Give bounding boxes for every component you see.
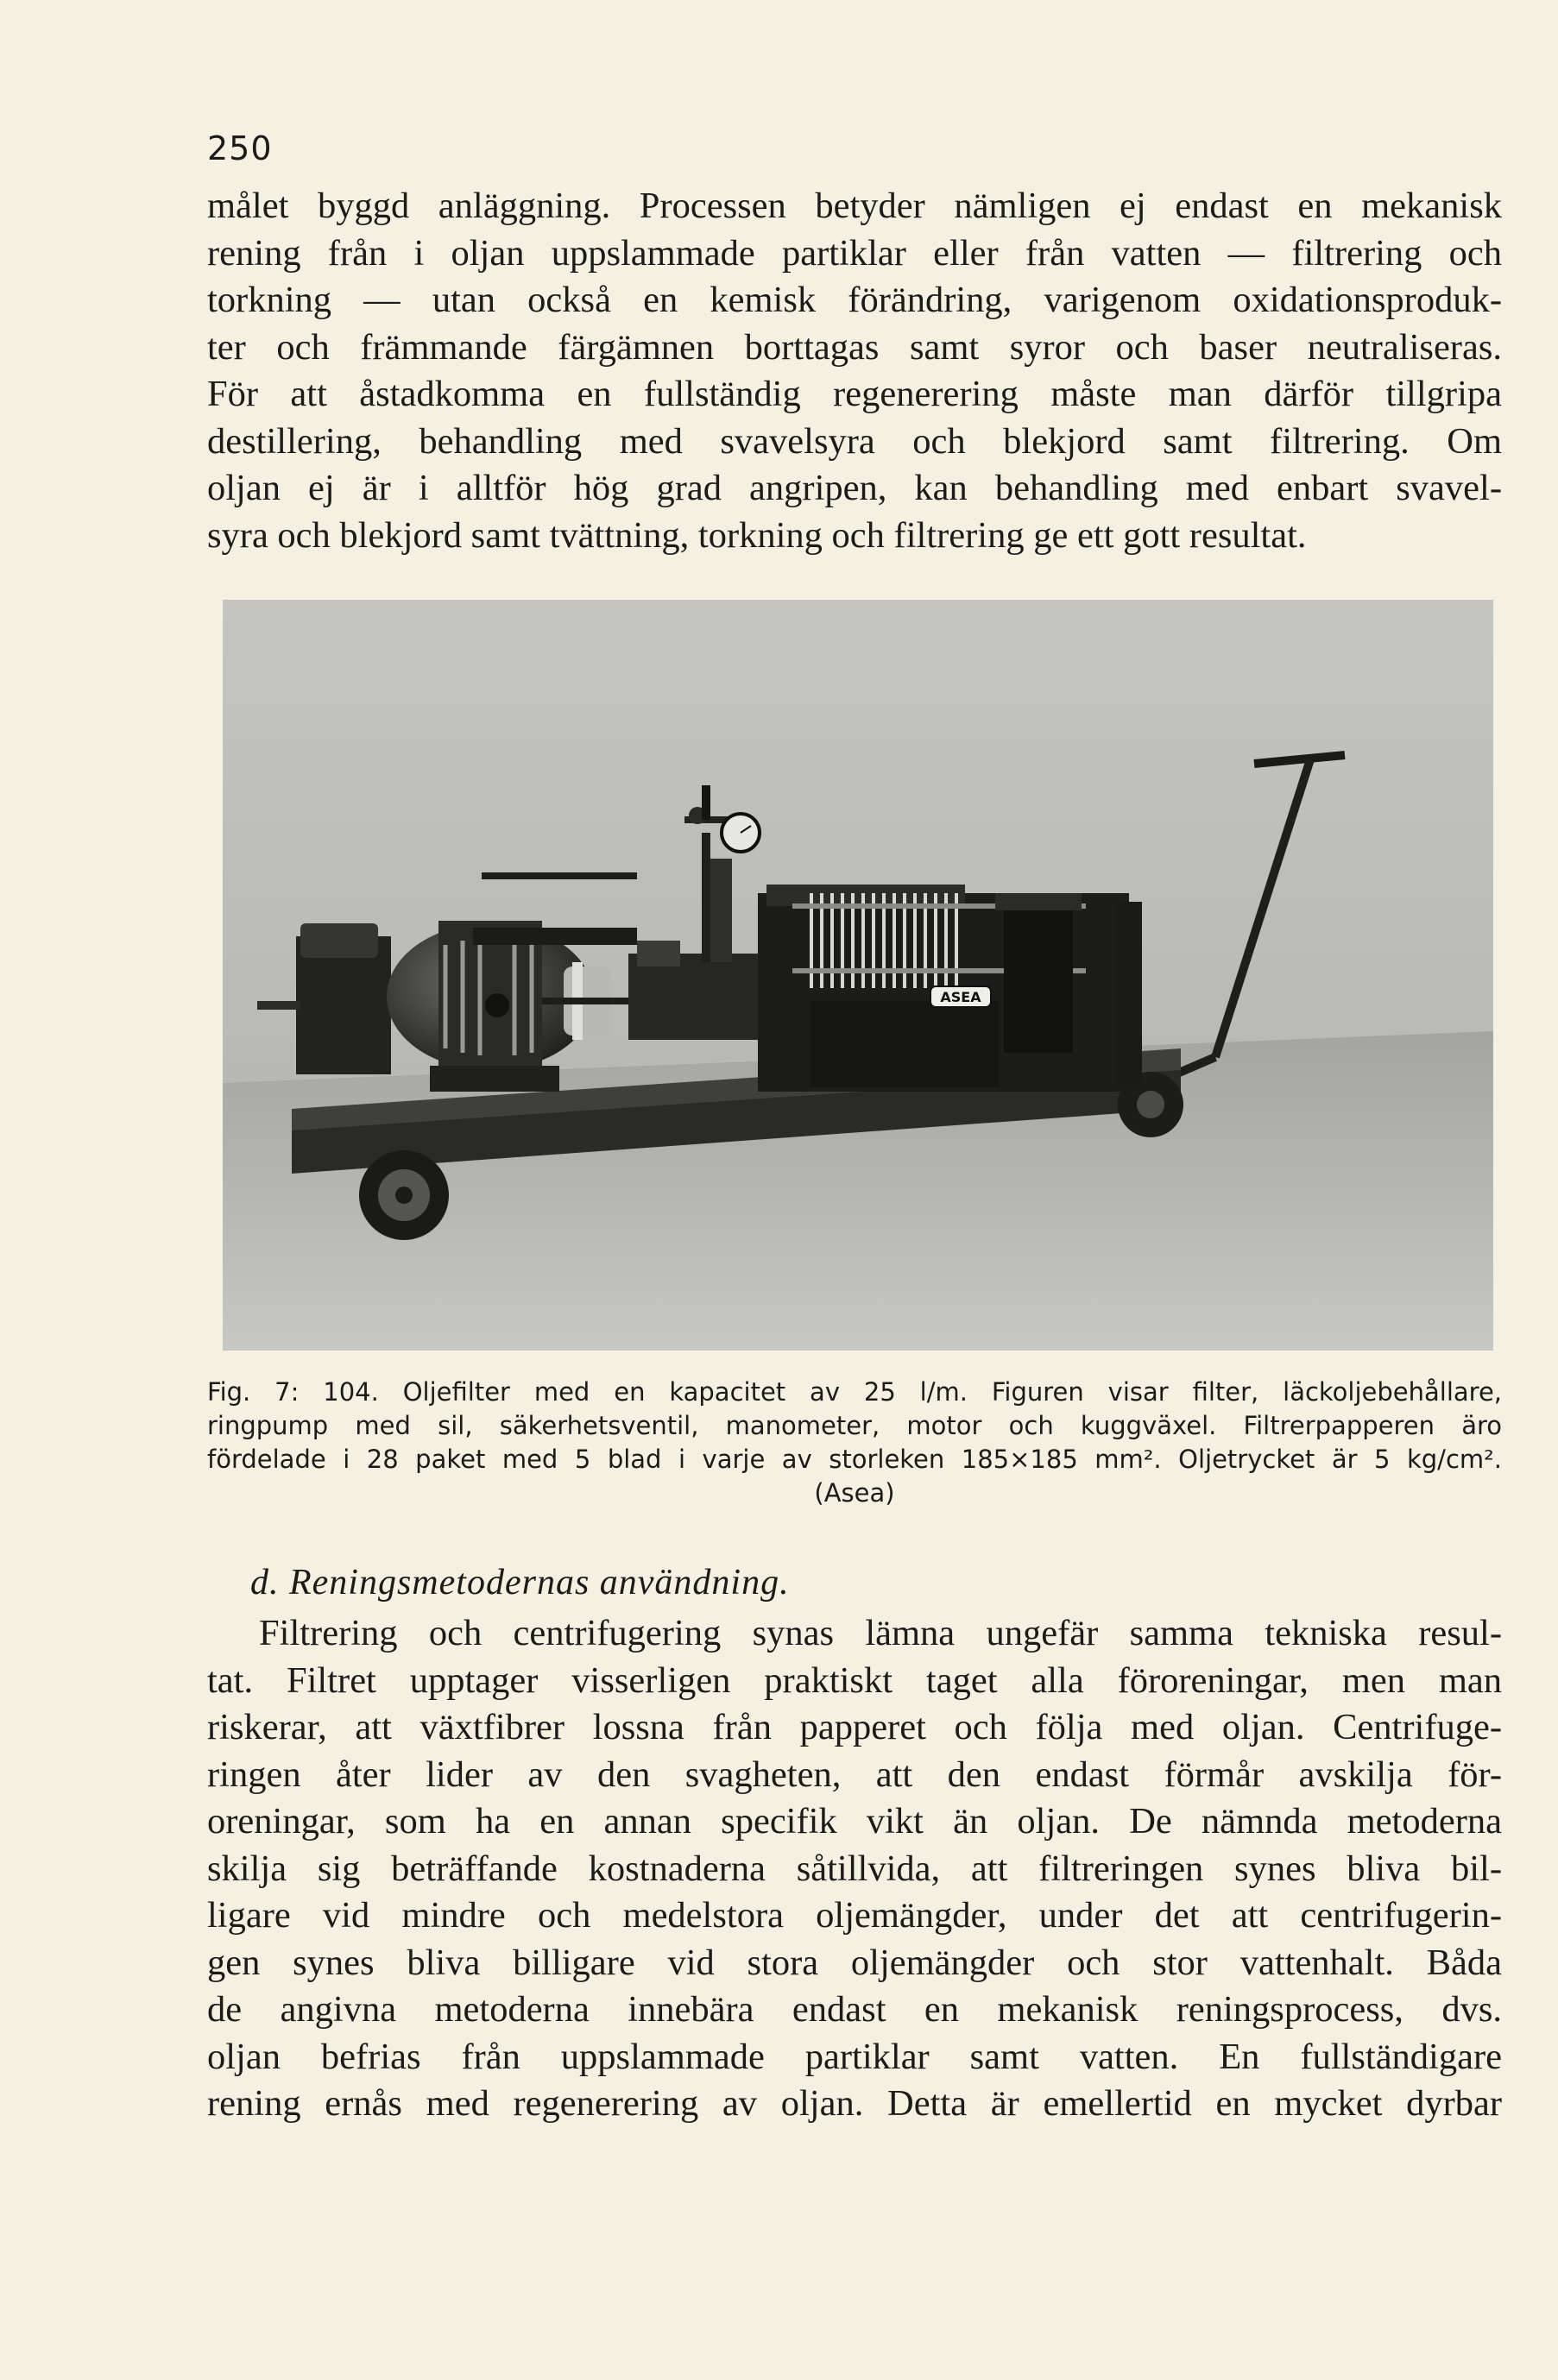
oil-filter-photograph	[223, 600, 1493, 1351]
oil-filter-machine-illustration	[223, 600, 1493, 1351]
paragraph-2	[207, 1610, 1502, 2128]
paragraph-line: destillering, behandling med svavelsyra och blekjord samt filtrering. Om	[207, 420, 1502, 462]
paragraph-line: oljan ej är i alltför hög grad angripen, kan behandling med enbart svavel-	[207, 468, 1502, 508]
paragraph-line: rening ernås med regenerering av oljan. Detta är emellertid en mycket dyrbar	[207, 2083, 1502, 2124]
caption-line: ringpump med sil, säkerhetsventil, manometer, motor och kuggväxel. Filtrerpapperen äro	[207, 1411, 1502, 1440]
paragraph-line: riskerar, att växtfibrer lossna från papperet och följa med oljan. Centrifuge-	[207, 1707, 1502, 1747]
paragraph-line: ter och främmande färgämnen borttagas samt syror och baser neutraliseras.	[207, 326, 1502, 368]
paragraph-line: de angivna metoderna innebära endast en mekanisk reningsprocess, dvs.	[207, 1989, 1502, 2030]
paragraph-line: gen synes bliva billigare vid stora oljemängder och stor vattenhalt. Båda	[207, 1942, 1502, 1983]
paragraph-line: Filtrering och centrifugering synas lämna ungefär samma tekniska resul-	[259, 1613, 1502, 1653]
paragraph-line: oreningar, som ha en annan specifik vikt än oljan. De nämnda metoderna	[207, 1801, 1502, 1842]
paragraph-line: oljan befrias från uppslammade partiklar samt vatten. En fullständigare	[207, 2036, 1502, 2077]
caption-line: fördelade i 28 paket med 5 blad i varje av storleken 185×185 mm². Oljetrycket är 5 kg/cm².	[207, 1445, 1502, 1474]
figure-caption	[207, 1376, 1502, 1510]
caption-line: Fig. 7: 104. Oljefilter med en kapacitet av 25 l/m. Figuren visar filter, läckoljebehållare,	[207, 1377, 1502, 1407]
paragraph-line: rening från i oljan uppslammade partiklar eller från vatten — filtrering och	[207, 232, 1502, 274]
paragraph-line: ringen åter lider av den svagheten, att den endast förmår avskilja för-	[207, 1754, 1502, 1795]
paragraph-line: målet byggd anläggning. Processen betyder nämligen ej endast en mekanisk	[207, 186, 1502, 226]
paragraph-1	[207, 183, 1502, 559]
paragraph-line: tat. Filtret upptager visserligen praktiskt taget alla föroreningar, men man	[207, 1659, 1502, 1701]
caption-credit: (Asea)	[814, 1478, 895, 1508]
paragraph-line: För att åstadkomma en fullständig regenerering måste man därför tillgripa	[207, 374, 1502, 414]
paragraph-line: ligare vid mindre och medelstora oljemängder, under det att centrifugerin-	[207, 1895, 1502, 1936]
page-number: 250	[207, 129, 273, 167]
paragraph-line: torkning — utan också en kemisk förändring, varigenom oxidationsproduk-	[207, 280, 1502, 320]
asea-plate-text: ASEA	[940, 989, 981, 1005]
paragraph-line: skilja sig beträffande kostnaderna såtillvida, att filtreringen synes bliva bil-	[207, 1848, 1502, 1889]
paragraph-line: syra och blekjord samt tvättning, torkning och filtrering ge ett gott resultat.	[207, 514, 1307, 556]
section-heading: d. Reningsmetodernas användning.	[250, 1563, 790, 1602]
